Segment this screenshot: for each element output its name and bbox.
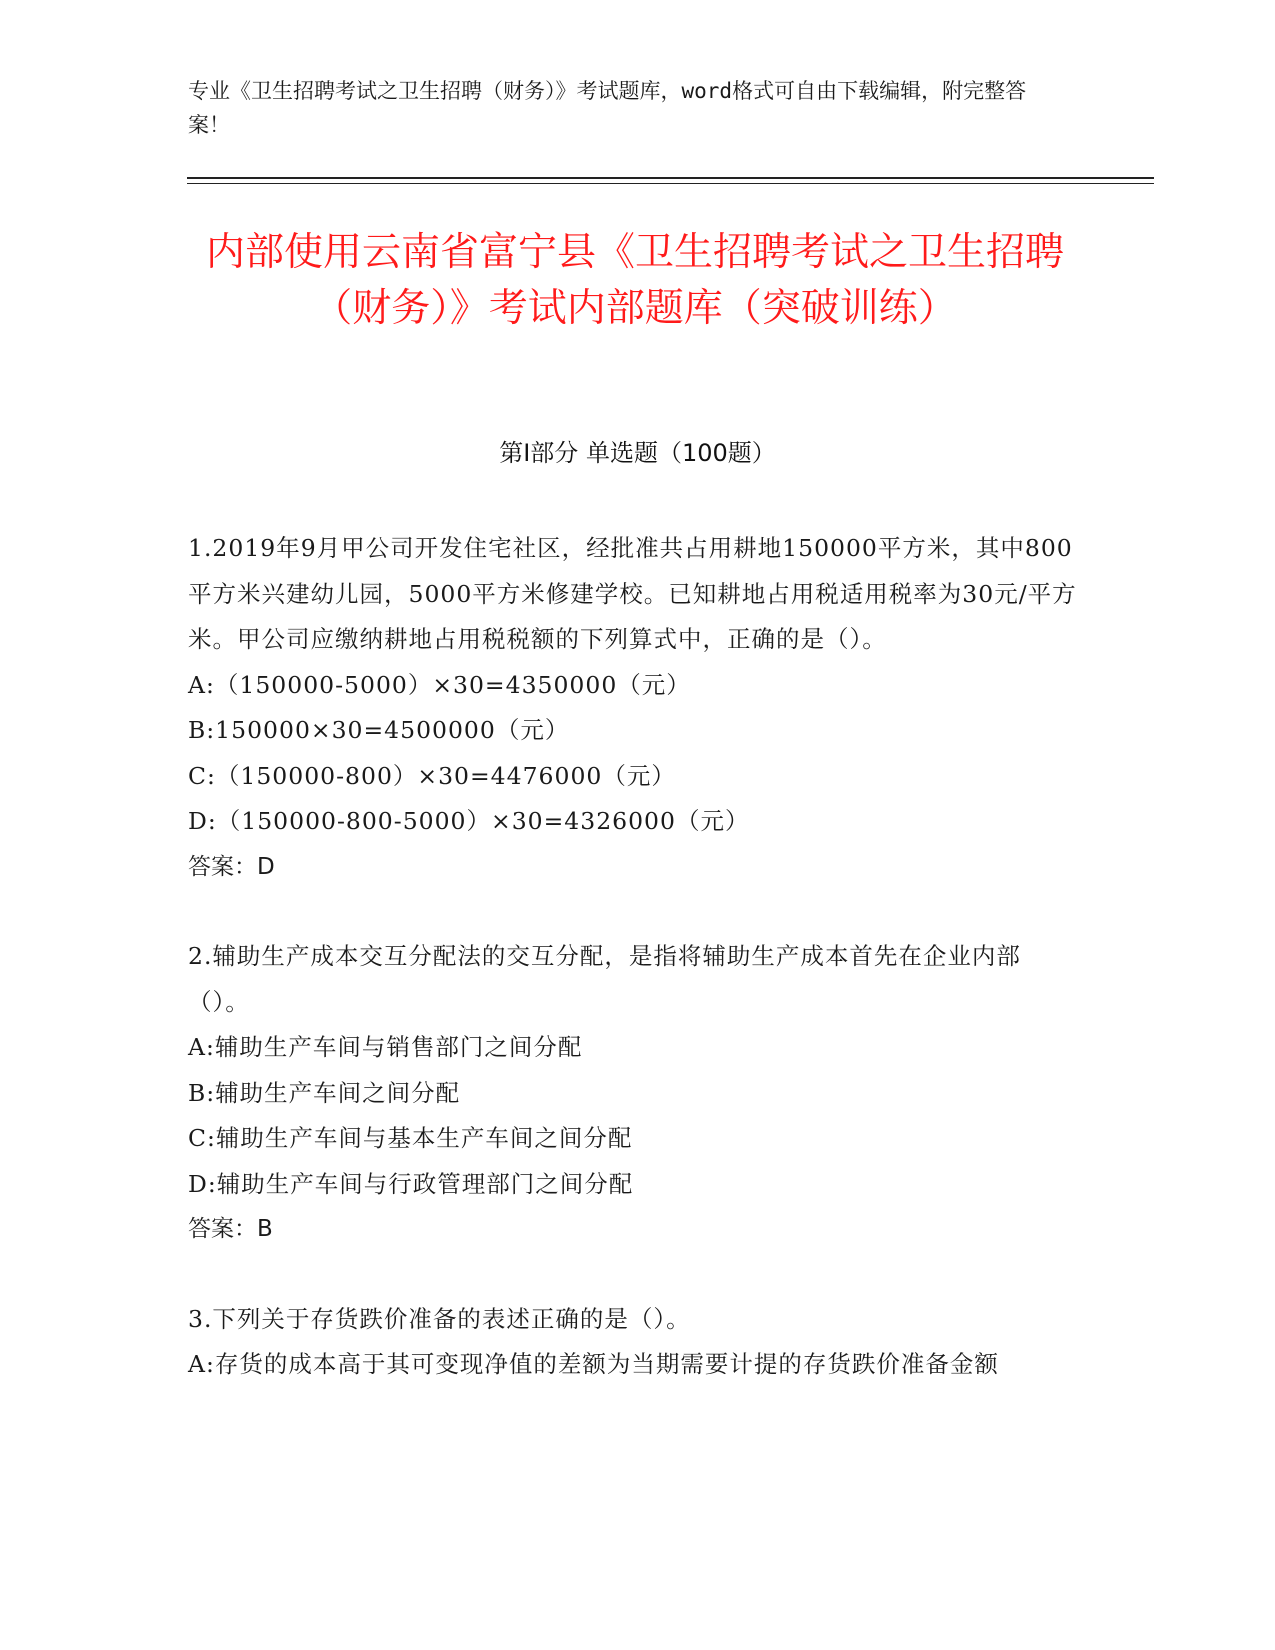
header-divider-thin: [187, 183, 1154, 184]
option-a: A:辅助生产车间与销售部门之间分配: [188, 1033, 583, 1061]
question-stem: 1.2019年9月甲公司开发住宅社区，经批准共占用耕地150000平方米，其中800平方米兴建幼儿园，5000平方米修建学校。已知耕地占用税适用税率为30元/平方米。甲公司应缴纳耕地占用税税额的下列算式中，正确的是（）。: [188, 534, 1077, 653]
option-a: A:存货的成本高于其可变现净值的差额为当期需要计提的存货跌价准备金额: [188, 1350, 999, 1378]
option-b: B:辅助生产车间之间分配: [188, 1078, 461, 1107]
answer: 答案：B: [188, 1216, 273, 1242]
answer: 答案：D: [188, 853, 275, 880]
question-2: [188, 934, 1078, 1253]
document-title: 内部使用云南省富宁县《卫生招聘考试之卫生招聘（财务）》考试内部题库（突破训练）: [205, 230, 1064, 331]
question-3: [188, 1297, 1078, 1388]
question-list: [188, 526, 1078, 1432]
question-1: [188, 526, 1078, 890]
option-d: D:辅助生产车间与行政管理部门之间分配: [188, 1169, 634, 1198]
option-c: C:辅助生产车间与基本生产车间之间分配: [188, 1124, 633, 1152]
option-c: C:（150000-800）×30=4476000（元）: [188, 761, 676, 790]
question-stem: 3.下列关于存货跌价准备的表述正确的是（）。: [188, 1304, 691, 1333]
header-divider-thick: [187, 177, 1154, 179]
section-title: 第I部分 单选题（100题）: [499, 439, 776, 467]
option-d: D:（150000-800-5000）×30=4326000（元）: [188, 807, 750, 835]
option-a: A:（150000-5000）×30=4350000（元）: [188, 670, 691, 699]
question-stem: 2.辅助生产成本交互分配法的交互分配，是指将辅助生产成本首先在企业内部（）。: [188, 942, 1021, 1016]
header-note: 专业《卫生招聘考试之卫生招聘（财务）》考试题库，word格式可自由下载编辑，附完整答案！: [188, 79, 1027, 137]
option-b: B:150000×30=4500000（元）: [188, 716, 570, 744]
